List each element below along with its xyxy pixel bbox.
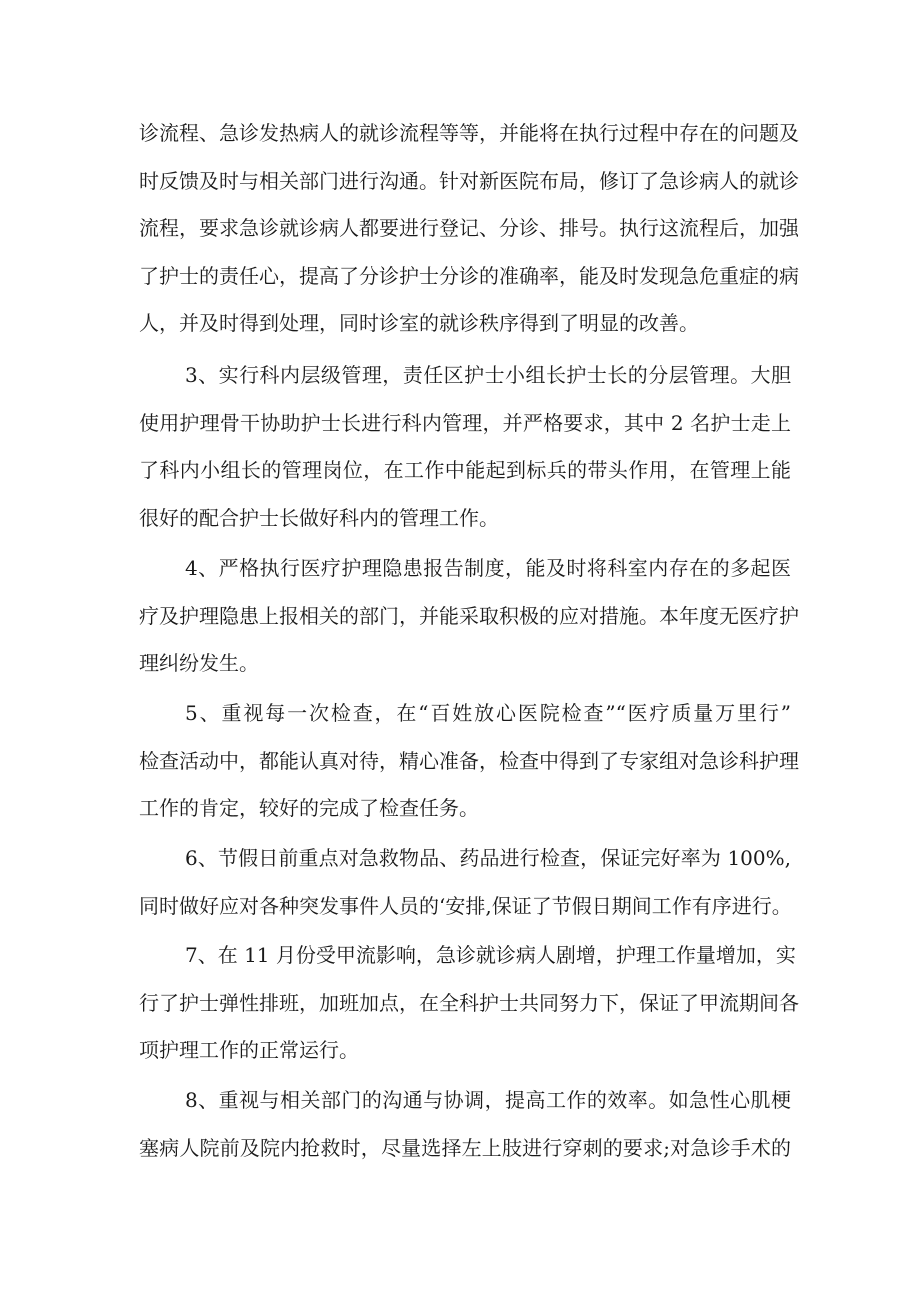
text-line: 检查活动中，都能认真对待，精心准备，检查中得到了专家组对急诊科护理 [139,748,799,773]
text-line: 理纠纷发生。 [139,651,259,676]
paragraph-triage-process [139,110,799,348]
text-line: 工作的肯定，较好的完成了检查任务。 [139,796,479,821]
paragraph-item-4 [139,545,799,688]
text-line: 行了护士弹性排班，加班加点，在全科护士共同努力下，保证了甲流期间各 [139,990,799,1015]
paragraph-item-7 [139,932,799,1075]
paragraph-item-6 [139,835,791,930]
text-line: 疗及护理隐患上报相关的部门，并能采取积极的应对措施。本年度无医疗护 [139,603,799,628]
paragraph-item-3 [139,352,791,542]
text-line: 很好的配合护士长做好科内的管理工作。 [139,505,499,530]
paragraph-item-8 [139,1077,791,1172]
text-line: 6、节假日前重点对急救物品、药品进行检查，保证完好率为 100%, [185,846,791,870]
text-line: 使用护理骨干协助护士长进行科内管理，并严格要求，其中 2 名护士走上 [139,410,791,435]
text-line: 诊流程、急诊发热病人的就诊流程等等，并能将在执行过程中存在的问题及 [139,121,799,145]
text-line: 7、在 11 月份受甲流影响，急诊就诊病人剧增，护理工作量增加，实 [185,943,796,967]
text-line: 项护理工作的正常运行。 [139,1038,359,1063]
text-line: 5、重视每一次检查，在“百姓放心医院检查”“医疗质量万里行” [185,701,791,725]
text-line: 3、实行科内层级管理，责任区护士小组长护士长的分层管理。大胆 [185,363,791,387]
text-line: 人，并及时得到处理，同时诊室的就诊秩序得到了明显的改善。 [139,311,699,336]
text-line: 流程，要求急诊就诊病人都要进行登记、分诊、排号。执行这流程后，加强 [139,216,799,241]
text-line: 时反馈及时与相关部门进行沟通。针对新医院布局，修订了急诊病人的就诊 [139,168,799,193]
text-line: 了护士的责任心，提高了分诊护士分诊的准确率，能及时发现急危重症的病 [139,263,799,288]
text-line: 同时做好应对各种突发事件人员的‘安排,保证了节假日期间工作有序进行。 [139,893,792,918]
text-line: 塞病人院前及院内抢救时，尽量选择左上肢进行穿刺的要求;对急诊手术的 [139,1135,791,1160]
text-line: 4、严格执行医疗护理隐患报告制度，能及时将科室内存在的多起医 [185,556,791,580]
paragraph-item-5 [139,690,799,833]
text-line: 了科内小组长的管理岗位，在工作中能起到标兵的带头作用，在管理上能 [139,458,791,483]
text-line: 8、重视与相关部门的沟通与协调，提高工作的效率。如急性心肌梗 [185,1088,791,1112]
